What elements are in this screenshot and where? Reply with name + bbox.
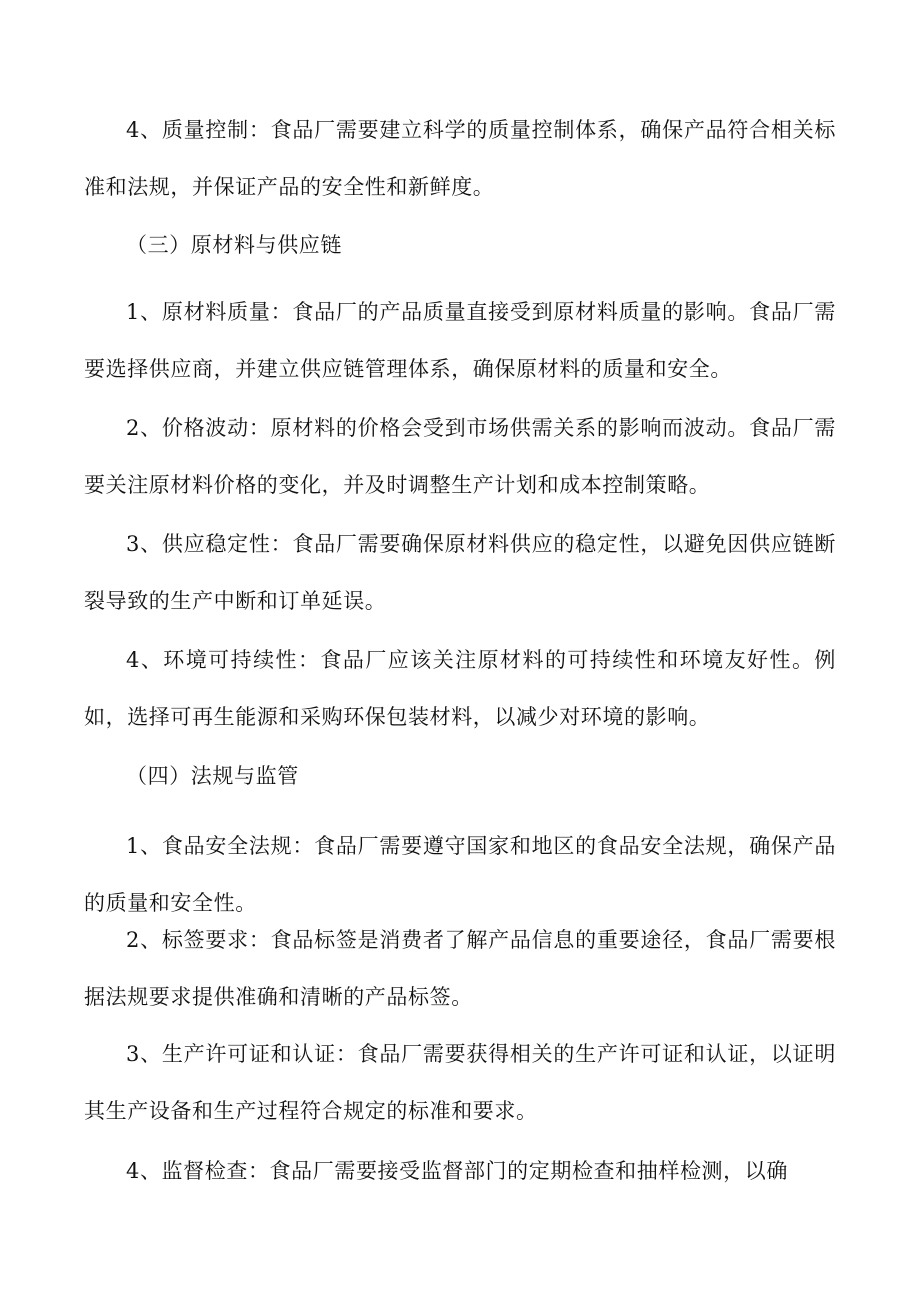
document-page [84,0,836,1301]
paragraph-price-fluctuation: 2、价格波动：原材料的价格会受到市场供需关系的影响而波动。食品厂需要关注原材料价格的变化，并及时调整生产计划和成本控制策略。 [84,416,836,497]
section-heading-raw-materials: （三）原材料与供应链 [126,233,342,257]
paragraph-quality-control: 4、质量控制：食品厂需要建立科学的质量控制体系，确保产品符合相关标准和法规，并保证产品的安全性和新鲜度。 [84,118,836,199]
paragraph-production-license: 3、生产许可证和认证：食品厂需要获得相关的生产许可证和认证，以证明其生产设备和生产过程符合规定的标准和要求。 [84,1042,836,1123]
paragraph-supervision-inspection: 4、监督检查：食品厂需要接受监督部门的定期检查和抽样检测，以确 [126,1159,788,1183]
section-heading-regulations: （四）法规与监管 [126,764,299,788]
paragraph-raw-material-quality: 1、原材料质量：食品厂的产品质量直接受到原材料质量的影响。食品厂需要选择供应商，并建立供应链管理体系，确保原材料的质量和安全。 [84,300,836,381]
paragraph-food-safety-regulations: 1、食品安全法规：食品厂需要遵守国家和地区的食品安全法规，确保产品的质量和安全性。 [84,834,836,915]
paragraph-supply-stability: 3、供应稳定性：食品厂需要确保原材料供应的稳定性，以避免因供应链断裂导致的生产中断和订单延误。 [84,532,836,613]
paragraph-environmental-sustainability: 4、环境可持续性：食品厂应该关注原材料的可持续性和环境友好性。例如，选择可再生能源和采购环保包装材料，以减少对环境的影响。 [84,648,836,729]
paragraph-label-requirements: 2、标签要求：食品标签是消费者了解产品信息的重要途径，食品厂需要根据法规要求提供准确和清晰的产品标签。 [84,928,836,1009]
